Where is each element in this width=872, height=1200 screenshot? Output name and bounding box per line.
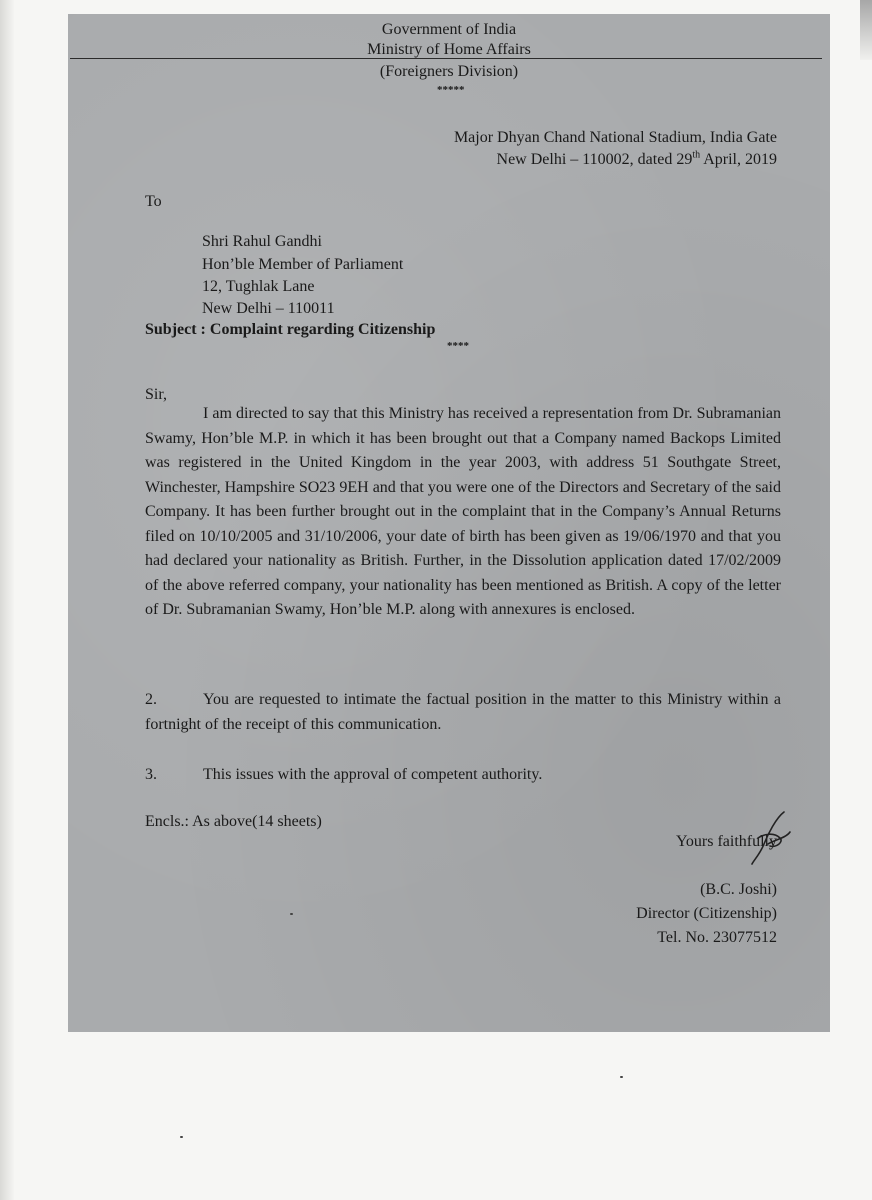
- recipient-street: 12, Tughlak Lane: [202, 278, 315, 295]
- header-stars: *****: [437, 84, 465, 96]
- handwritten-signature: [724, 808, 794, 868]
- header-division: (Foreigners Division): [379, 63, 519, 80]
- recipient-name: Shri Rahul Gandhi: [202, 233, 322, 250]
- paragraph-3: [145, 763, 781, 788]
- paragraph-2-text: You are requested to intimate the factual position in the matter to this Ministry within a fortnight of the receipt of this communication.: [145, 691, 781, 733]
- recipient-to: To: [145, 193, 162, 210]
- scan-speck: [620, 1076, 623, 1078]
- address-date-superscript: th: [692, 149, 701, 161]
- address-line-2: [497, 148, 777, 171]
- address-date-prefix: New Delhi – 110002, dated 29: [496, 151, 693, 168]
- address-line-1: Major Dhyan Chand National Stadium, India Gate: [453, 129, 777, 146]
- header-ministry: Ministry of Home Affairs: [367, 41, 531, 58]
- enclosures-line: Encls.: As above(14 sheets): [145, 813, 322, 830]
- address-date-suffix: April, 2019: [700, 151, 777, 168]
- signatory-name: (B.C. Joshi): [700, 881, 777, 898]
- paragraph-2-number: 2.: [145, 691, 157, 708]
- header-government: Government of India: [381, 21, 517, 38]
- recipient-designation: Hon’ble Member of Parliament: [202, 256, 404, 273]
- signatory-title: Director (Citizenship): [636, 905, 777, 922]
- recipient-city: New Delhi – 110011: [202, 300, 335, 317]
- paragraph-3-number: 3.: [145, 766, 157, 783]
- scan-speck: [180, 1136, 183, 1138]
- paragraph-2: [145, 688, 781, 737]
- subject-line: Subject : Complaint regarding Citizenship: [145, 321, 436, 338]
- header-rule: [70, 58, 822, 59]
- paragraph-3-text: This issues with the approval of competent authority.: [203, 766, 543, 783]
- valediction: Yours faithfully: [675, 833, 777, 850]
- salutation: Sir,: [145, 386, 168, 403]
- signatory-telephone: Tel. No. 23077512: [657, 929, 777, 946]
- paragraph-1: I am directed to say that this Ministry has received a representation from Dr. Subramanian Swamy, Hon’ble M.P. in which it has been brought out that a Company named Backops Limited was registered in the United Kingdom in the year 2003, with address 51 Southgate Street, Winchester, Hampshire SO23 9EH and that you were one of the Directors and Secretary of the said Company. It has been further brought out in the complaint that in the Company’s Annual Returns filed on 10/10/2005 and 31/10/2006, your date of birth has been given as 19/06/1970 and that you had declared your nationality as British. Further, in the Dissolution application dated 17/02/2009 of the above referred company, your nationality has been mentioned as British. A copy of the letter of Dr. Subramanian Swamy, Hon’ble M.P. along with annexures is enclosed.: [145, 405, 781, 618]
- scan-speck: [290, 913, 293, 915]
- subject-stars: ****: [447, 340, 469, 352]
